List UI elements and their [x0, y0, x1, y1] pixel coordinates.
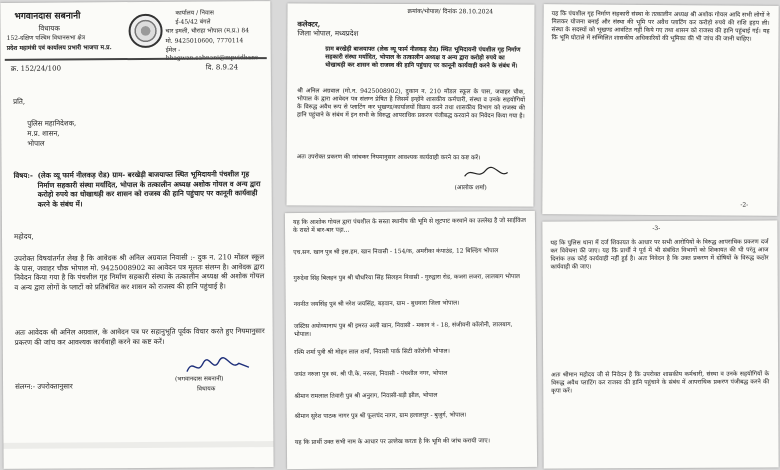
signature-name: (भगवानदास सबनानी): [174, 375, 224, 383]
letterhead-constituency: 152-दक्षिण पश्चिम विधानसभा क्षेत्र: [6, 34, 86, 42]
office-address-1: ई-45/42 बंगले: [175, 18, 211, 26]
forwarding-ref: क्रमांक/भोपाल/ दिनांक 28.10.2024: [407, 7, 494, 16]
office-title: कार्यालय / निवास: [175, 9, 214, 17]
letter-body-2: अतः आवेदक श्री अनिल अग्रवाल, के आवेदन पत्र पर सहानुभूति पूर्वक विचार करते हुए नियमानुसार प्रकरण की जांच कर आवश्यक कार्यवाही करने का कष्ट करें।: [14, 327, 265, 347]
forwarding-signature: (आलोक शर्मा): [454, 184, 487, 192]
accused-item-7: श्रीमान रामलाल तिवारी पुत्र श्री अनुराग, निवासी-बड़ी झील, भोपाल: [294, 391, 438, 401]
complaint-page-3: [542, 220, 778, 468]
accused-item-3: नवनीत जयसिंह पुत्र श्री नरेश जयसिंह, बड़वान, ग्राम - बुधवारा जिला भोपाल।: [293, 299, 460, 309]
forwarding-letter: [286, 3, 534, 206]
letterhead-designation: विधायक: [38, 24, 60, 33]
page3-number: -3-: [652, 224, 661, 233]
forwarding-to-2: जिला भोपाल, मध्यप्रदेश: [297, 29, 359, 38]
recipient-line-1: पुलिस महानिदेशक,: [27, 119, 77, 128]
accused-item-2: गुरुदेवा सिंह बिलहन पुत्र श्री चौधरिया सिंह सिलहन निवासी - गुरुद्वारा रोड, कजरा लजरा, लालबाग भोपाल: [293, 273, 520, 283]
office-email: ईमेल - bhagwan.sabnani@mpvidhans: [165, 46, 259, 62]
accused-item-5: रश्मि शर्मा पुत्री श्री मोहन लाल शर्मा, निवासी पार्क सिटी कॉलोनी भोपाल।: [294, 347, 450, 357]
forwarding-signature-scribble: [462, 164, 512, 182]
mla-letter: [0, 1, 273, 469]
office-phone: मो. 9425010600, 7770114: [165, 37, 244, 45]
enclosure-note: संलग्न:- उपरोक्तानुसार: [15, 382, 73, 391]
salutation: महोदय,: [13, 232, 34, 241]
letter-date: दि. 8.9.24: [205, 63, 239, 72]
letterhead-name: भगवानदास सबनानी: [14, 11, 81, 22]
scan-shadow: [3, 441, 273, 449]
recipient-prefix: प्रति,: [13, 97, 26, 106]
subject-label: विषय:-: [13, 170, 33, 180]
letter-body-1: उपरोक्त विषयांतर्गत लेख है कि आवेदक श्री अनिल अग्रवाल निवासी :- दुक न. 210 मोंडल स्कूल के पास, जवाहर चौक भोपाल मो. 9425008902 का आवेदन पत्र मूलतः संलग्न है। आवेदक द्वारा निवेदन किया गया है कि पंचशील गृह निर्माण सहकारी संस्था के तत्कालीन अध्यक्ष श्री अशोक गोयल व अन्य द्वारा लोगों के प्लाटों को प्रतिबंधित कर शासन को राजस्व की हानि पहुंचाई है।: [14, 253, 265, 292]
state-emblem-seal: [128, 14, 162, 48]
complaint-list-page: [285, 211, 537, 469]
forwarding-to-1: कलेक्टर,: [297, 19, 321, 29]
page2-text: यह कि पंचशील गृह निर्माण सहकारी संस्था के तत्कालीन अध्यक्ष श्री अशोक गोयल आदि सभी लोगों ने मिलकर योजना बनाई और संस्था की भूमि पर अवैध प्लाटिंग कर करोड़ो रुपये की राशि हड़प ली। संस्था के सदस्यों को भूखण्ड आवंटित नहीं किये गए तथा शासन को राजस्व की हानि पहुंचाई गई। यह कि भूमि घोटाले में सम्मिलित शासकीय अधिकारियों की भूमिका की भी जांच की जानी चाहिए।: [551, 10, 770, 43]
forwarding-closing: अतः उपरोक्त प्रकरण की जांचकर नियमानुसार आवश्यक कार्यवाही करने का कष्ट करें।: [296, 153, 481, 162]
accused-item-8: श्रीमान सुरेश पाठक नागर पुत्र श्री फूलचंद नागर, ग्राम हलालपुर - बुजुर्ग, भोपाल।: [294, 411, 467, 421]
signature-title: विधायक: [197, 385, 216, 393]
page3-text: यह कि पुलिस थाना में दर्ज शिकायत के आधार पर सभी आरोपियों के विरुद्ध आपराधिक प्रकरण दर्ज कर विवेचना की जाए। यह कि प्रार्थी ने पूर्व में भी संबंधित विभागों को शिकायत की थी परंतु आज दिनांक तक कोई कार्यवाही नहीं हुई है। अतः निवेदन है कि उक्त प्रकरण में दोषियों के विरुद्ध कठोर कार्यवाही की जाए।: [550, 238, 769, 271]
letterhead-org: प्रदेश महामंत्री एवं कार्यालय प्रभारी भाजपा म.प्र.: [6, 44, 112, 52]
accused-item-1: एच.सन. खान पुत्र श्री इस.हम. खान निवासी - 154/क, अमरीका कंपाउंड, 12 बिल्डिंग भोपाल: [293, 247, 499, 257]
list-outro: यह कि प्रार्थी उक्त सभी नाम के आधार पर उल्लेख करता है कि भूमि की जांच करायी जाए।: [294, 437, 490, 447]
accused-item-6: जयंत नरुला पुत्र स्व. श्री पी.के. नरुला, निवासी - पंचशील नगर, भोपाल: [294, 369, 448, 379]
subject-text: (लेक व्यू फार्म नीलकड़ रोड) ग्राम- बरखेड़ी बाजयाफ्त स्थित भूमिदायनी पंचशील गृह निर्माण सहकारी संस्था मर्यादित, भोपाल के तत्कालीन अध्यक्ष अशोक गोयल व अन्य द्वारा करोड़ो रुपये का धोखाधड़ी कर शासन को राजस्व की हानि पहुंचाए पर कानूनी कार्यवाही करने के संबंध में।: [37, 169, 261, 209]
office-address-2: चार इमली, चौराहा भोपाल (म.प्र.) 84: [165, 27, 250, 35]
accused-item-4: जस्टिस अयोध्यानाथ पुत्र श्री इमरत अली खान, निवासी - मकान नं - 18, संजीवनी कॉलोनी, लालबाग, भोपाल।: [293, 321, 513, 339]
reference-number: क्र. 152/24/100: [10, 64, 62, 73]
complaint-page-2: [542, 4, 778, 216]
recipient-line-3: भोपाल: [27, 139, 45, 148]
forwarding-body: श्री अनिल अग्रवाल (मो.न. 9425008902), दुकान न. 210 मोंडल स्कूल के पास, जवाहर चौक, भोपाल के द्वारा आवेदन पत्र संलग्न प्रेषित है जिसमें इन्होंने शासकीय कर्मचारी, संस्था व उनके सहयोगियों के विरुद्ध अवैध रूप से प्लाटिंग कर भूखण्ड/कार्यालयों विक्रय करने तथा शासकीय विभाग को राजस्व की हानि पहुंचाने के संबंध में इन सभी के विरुद्ध आपराधिक प्रकरण पंजीबद्ध करवाने का निवेदन किया गया है।: [296, 87, 526, 120]
list-intro: यह कि आशोक गोयल द्वारा पंचशील के सस्ता स्थानीय की भूमि से लूटपाट करवाने का उल्लेख है जो साईकिल के रास्ते में बार-बार पड़ा...: [292, 216, 526, 235]
page3-closing: अतः श्रीमान महोदय जी से निवेदन है कि उपरोक्त शासकीय कर्मचारी, संस्था व उनके सहयोगियों के विरुद्ध अवैध प्लाटिंग कर राजस्व की हानि पहुंचाने के संबंध में आपराधिक प्रकरण पंजीबद्ध करने की कृपा करें।: [551, 370, 770, 395]
forwarding-subject: ग्राम बरखेड़ी बाजयाफ्त (लेक व्यू फार्म नीलकड़ रोड) स्थित भूमिदायनी पंचशील गृह निर्माण सहकारी संस्था मर्यादित, भोपाल के तत्कालीन अध्यक्ष व अन्य द्वारा करोड़ो रुपये का धोखाधड़ी कर शासन को राजस्व की हानि पहुंचाए पर कानूनी कार्यवाही करने के संबंध में।: [325, 45, 521, 70]
page2-number: -2-: [740, 201, 749, 209]
recipient-line-2: म.प्र. शासन,: [27, 129, 60, 138]
